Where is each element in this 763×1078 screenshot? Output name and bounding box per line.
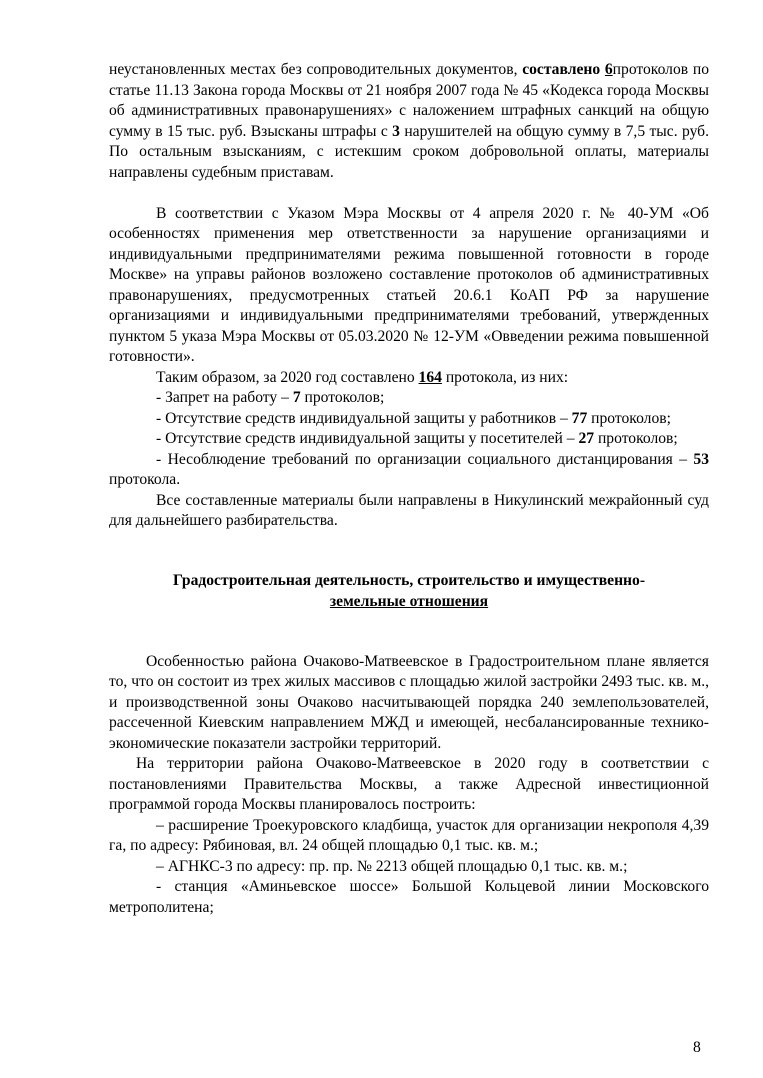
text: протоколов;: [587, 409, 671, 427]
page-content: [109, 60, 709, 918]
section-heading: [109, 571, 709, 612]
text: - Отсутствие средств индивидуальной защиты у работников –: [156, 409, 572, 427]
text: - Несоблюдение требований по организации социального дистанцирования –: [156, 450, 694, 468]
text: неустановленных местах без сопроводительных документов,: [109, 61, 523, 78]
bold-number: 53: [693, 450, 709, 468]
list-item: [109, 388, 709, 409]
paragraph-decree-40-um: В соответствии с Указом Мэра Москвы от 4 апреля 2020 г. № 40-УМ «Об особенностях применения мер ответственности за нарушение организациями и индивидуальными предпринимателями режима повышенной готовности в городе Москве» на управы районов возложено составление протоколов об административных правонарушениях, предусмотренных статьей 20.6.1 КоАП РФ за нарушение организациями и индивидуальными предпринимателями требований, утвержденных пунктом 5 указа Мэра Москвы от 05.03.2020 № 12-УМ «Овведении режима повышенной готовности».: [109, 204, 709, 365]
spacer: [109, 552, 709, 571]
heading-line-1: Градостроительная деятельность, строительство и имущественно-: [172, 572, 646, 589]
paragraph-district-features: Особенностью района Очаково-Матвеевское в Градостроительном плане является то, что он состоит из трех жилых массивов с площадью жилой застройки 2493 тыс. кв. м., и производственной зоны Очаково насчитывающей порядка 240 землепользователей, рассеченной Киевским направлением МЖД и имеющей, несбалансированные технико-экономические показатели застройки территорий.: [109, 652, 709, 752]
bold-number: 27: [578, 430, 595, 447]
spacer: [109, 532, 709, 553]
list-item: - станция «Аминьевское шоссе» Большой Кольцевой линии Московского метрополитена;: [109, 878, 709, 916]
bold-number: 6: [604, 61, 613, 78]
list-item: [109, 409, 709, 430]
heading-line-2: земельные отношения: [329, 592, 489, 610]
text: Таким образом, за 2020 год составлено: [156, 368, 419, 386]
bold-number: 77: [571, 409, 588, 427]
text: протоколов по статье 11.13 Закона города Москвы от 21 ноября 2007 года № 45 «Кодекса города Москвы об административных правонарушениях» с наложением штрафных санкций на общую сумму в 15 тыс. руб. Взысканы штрафы с: [109, 61, 709, 140]
list-item: – расширение Троекуровского кладбища, участок для организации некрополя 4,39 га, по адресу: Рябиновая, вл. 24 общей площадью 0,1 тыс. кв. м.;: [109, 816, 709, 854]
spacer: [109, 612, 709, 633]
spacer: [109, 633, 709, 652]
bold-text: составлено: [522, 61, 605, 78]
bold-number: 3: [392, 122, 400, 140]
spacer: [109, 183, 709, 204]
page-number: 8: [693, 1039, 701, 1056]
paragraph-court: Все составленные материалы были направлены в Никулинский межрайонный суд для дальнейшего разбирательства.: [109, 491, 709, 529]
text: протокола.: [109, 471, 181, 488]
list-item: – АГНКС-3 по адресу: пр. пр. № 2213 общей площадью 0,1 тыс. кв. м.;: [156, 857, 628, 875]
text: - Запрет на работу –: [156, 389, 293, 406]
paragraph-protocols-11-13: [109, 60, 709, 183]
bold-number: 164: [418, 368, 442, 386]
text: нарушителей на общую сумму в 7,5 тыс. руб. По остальным взысканиям, с истекшим сроком добровольной оплаты, материалы направлены судебным приставам.: [109, 122, 709, 181]
list-item: [109, 429, 709, 450]
text: протоколов;: [300, 389, 385, 406]
list-item: [109, 450, 709, 491]
paragraph-planned-construction: На территории района Очаково-Матвеевское в 2020 году в соответствии с постановлениями Правительства Москвы, а также Адресной инвестиционной программой города Москвы планировалось построить:: [109, 755, 709, 813]
bold-number: 7: [292, 389, 301, 406]
text: протоколов;: [594, 430, 678, 447]
text: - Отсутствие средств индивидуальной защиты у посетителей –: [156, 430, 579, 447]
paragraph-total-protocols: [109, 368, 709, 389]
text: протокола, из них:: [441, 368, 569, 386]
